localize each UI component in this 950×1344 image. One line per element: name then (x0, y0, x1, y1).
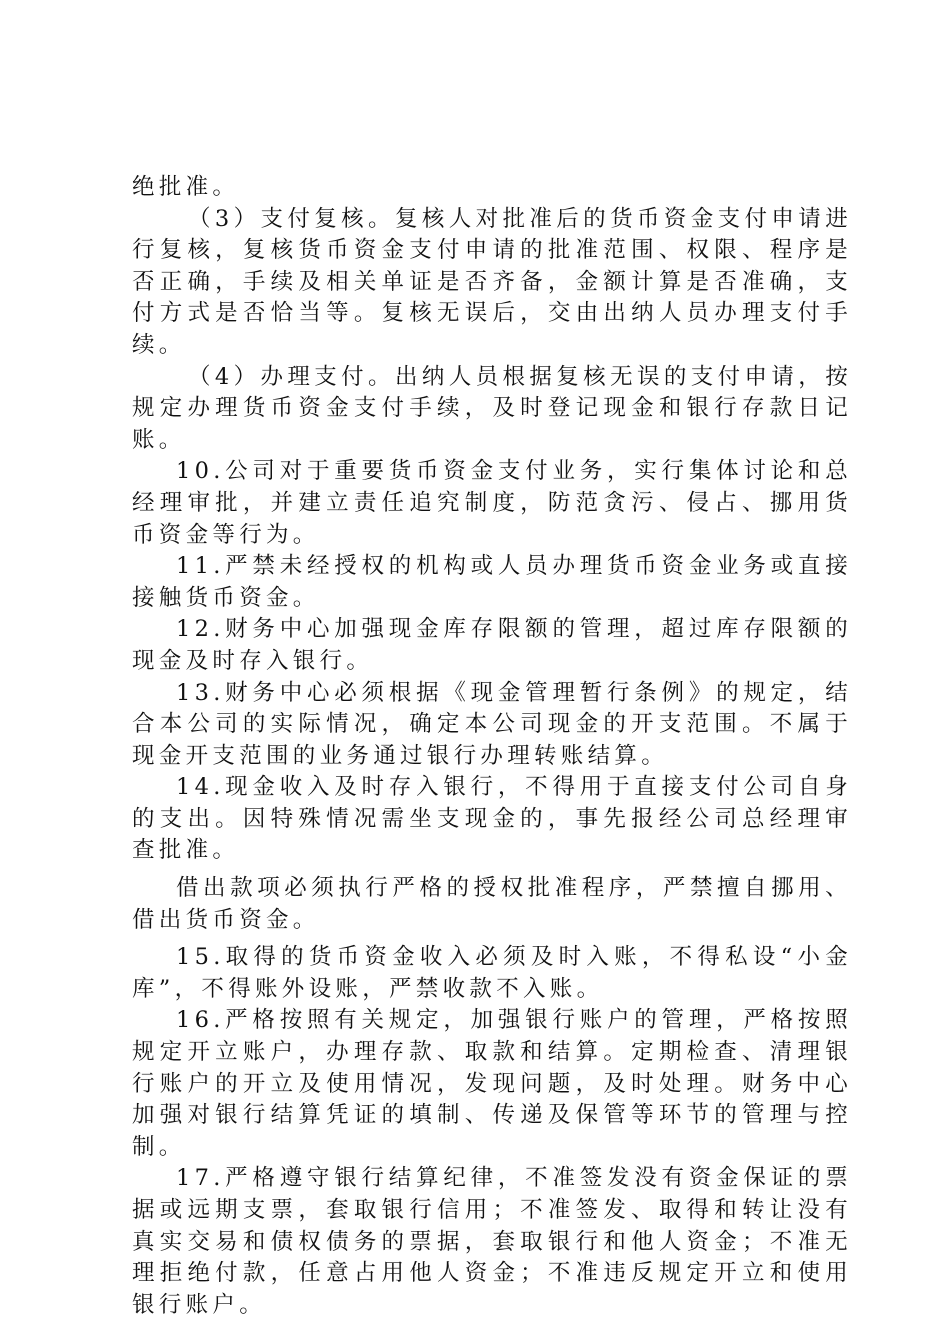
paragraph-continuation: 绝批准。 (132, 174, 240, 200)
paragraph-payment-review: （3）支付复核。复核人对批准后的货币资金支付申请进行复核，复核货币资金支付申请的批准范围、权限、程序是否正确，手续及相关单证是否齐备，金额计算是否准确，支付方式是否恰当等。复核无误后，交由出纳人员办理支付手续。 (132, 205, 852, 358)
paragraph-item-12: 12.财务中心加强现金库存限额的管理，超过库存限额的现金及时存入银行。 (132, 616, 852, 674)
document-body (132, 172, 852, 1321)
paragraph-item-17: 17.严格遵守银行结算纪律，不准签发没有资金保证的票据或远期支票，套取银行信用；不准签发、取得和转让没有真实交易和债权债务的票据，套取银行和他人资金；不准无理拒绝付款，任意占用他人资金；不准违反规定开立和使用银行账户。 (132, 1165, 852, 1318)
paragraph-item-13: 13.财务中心必须根据《现金管理暂行条例》的规定，结合本公司的实际情况，确定本公司现金的开支范围。不属于现金开支范围的业务通过银行办理转账结算。 (132, 679, 852, 769)
paragraph-item-16: 16.严格按照有关规定，加强银行账户的管理，严格按照规定开立账户，办理存款、取款和结算。定期检查、清理银行账户的开立及使用情况，发现问题，及时处理。财务中心加强对银行结算凭证的填制、传递及保管等环节的管理与控制。 (132, 1007, 852, 1160)
paragraph-payment-processing: （4）办理支付。出纳人员根据复核无误的支付申请，按规定办理货币资金支付手续，及时登记现金和银行存款日记账。 (132, 363, 852, 453)
paragraph-item-14: 14.现金收入及时存入银行，不得用于直接支付公司自身的支出。因特殊情况需坐支现金的，事先报经公司总经理审查批准。 (132, 774, 852, 864)
paragraph-item-10: 10.公司对于重要货币资金支付业务，实行集体讨论和总经理审批，并建立责任追究制度，防范贪污、侵占、挪用货币资金等行为。 (132, 458, 852, 548)
paragraph-item-15: 15.取得的货币资金收入必须及时入账，不得私设“小金库”，不得账外设账，严禁收款不入账。 (132, 944, 852, 1002)
paragraph-item-11: 11.严禁未经授权的机构或人员办理货币资金业务或直接接触货币资金。 (132, 553, 852, 611)
paragraph-loan-approval: 借出款项必须执行严格的授权批准程序，严禁擅自挪用、借出货币资金。 (132, 875, 852, 933)
